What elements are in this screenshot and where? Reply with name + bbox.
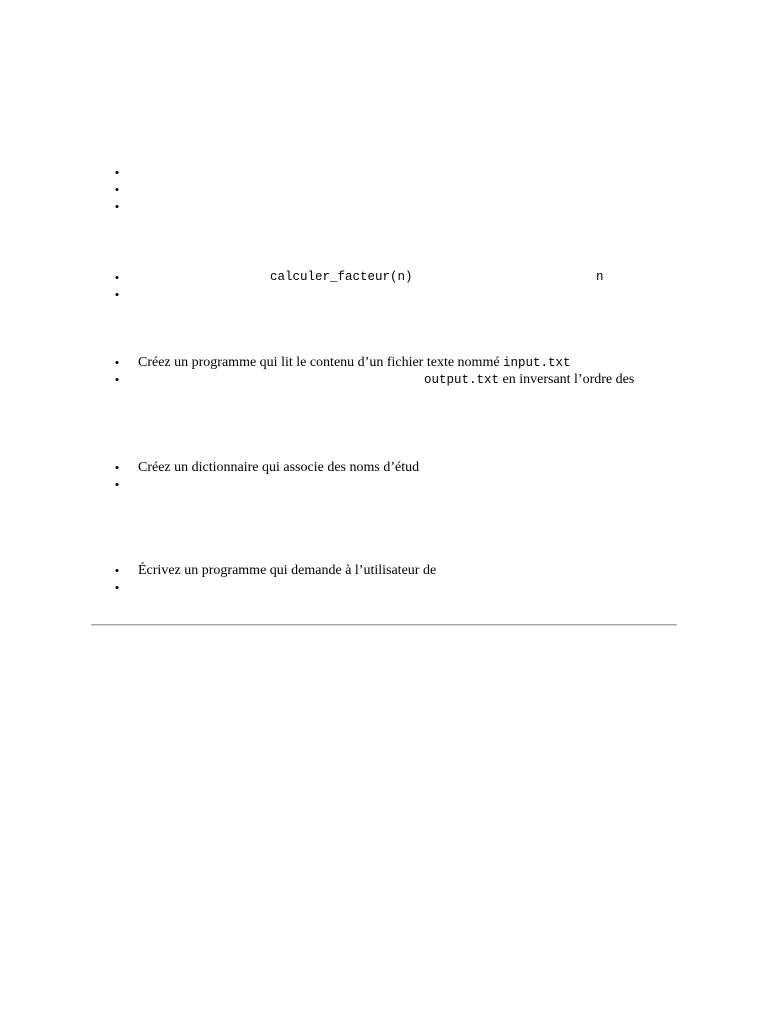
bullet-list-1 — [0, 164, 768, 215]
bullet-icon: • — [114, 372, 120, 387]
list-item-text-part: Créez un programme qui lit le contenu d’un fichier texte nommé — [138, 355, 504, 370]
filename-code: input.txt — [503, 356, 571, 370]
function-name-code: calculer_facteur(n) — [270, 270, 413, 284]
bullet-icon: • — [114, 563, 120, 578]
list-item-text: Créez un dictionnaire qui associe des noms d’étud — [138, 460, 420, 475]
list-item — [0, 354, 768, 371]
bullet-list-2 — [0, 269, 768, 303]
bullet-icon: • — [114, 460, 120, 475]
list-item-text — [424, 371, 634, 389]
list-item — [0, 459, 768, 476]
list-item — [0, 198, 768, 215]
bullet-icon: • — [114, 287, 120, 302]
list-item-text-part: en inversant l’ordre des — [499, 372, 635, 387]
filename-code: output.txt — [424, 373, 500, 387]
bullet-icon: • — [114, 355, 120, 370]
list-item — [0, 579, 768, 596]
bullet-icon: • — [114, 270, 120, 285]
bullet-icon: • — [114, 199, 120, 214]
list-item-text: Écrivez un programme qui demande à l’utilisateur de — [138, 563, 437, 578]
bullet-list-3 — [0, 354, 768, 388]
variable-code: n — [596, 270, 604, 284]
list-item-text — [138, 354, 571, 372]
list-item — [0, 269, 768, 286]
bullet-icon: • — [114, 477, 120, 492]
bullet-list-4 — [0, 459, 768, 493]
list-item — [0, 562, 768, 579]
horizontal-divider — [91, 624, 677, 626]
list-item — [0, 476, 768, 493]
bullet-list-5 — [0, 562, 768, 596]
list-item — [0, 164, 768, 181]
bullet-icon: • — [114, 165, 120, 180]
bullet-icon: • — [114, 182, 120, 197]
list-item — [0, 181, 768, 198]
list-item — [0, 286, 768, 303]
bullet-icon: • — [114, 580, 120, 595]
list-item — [0, 371, 768, 388]
